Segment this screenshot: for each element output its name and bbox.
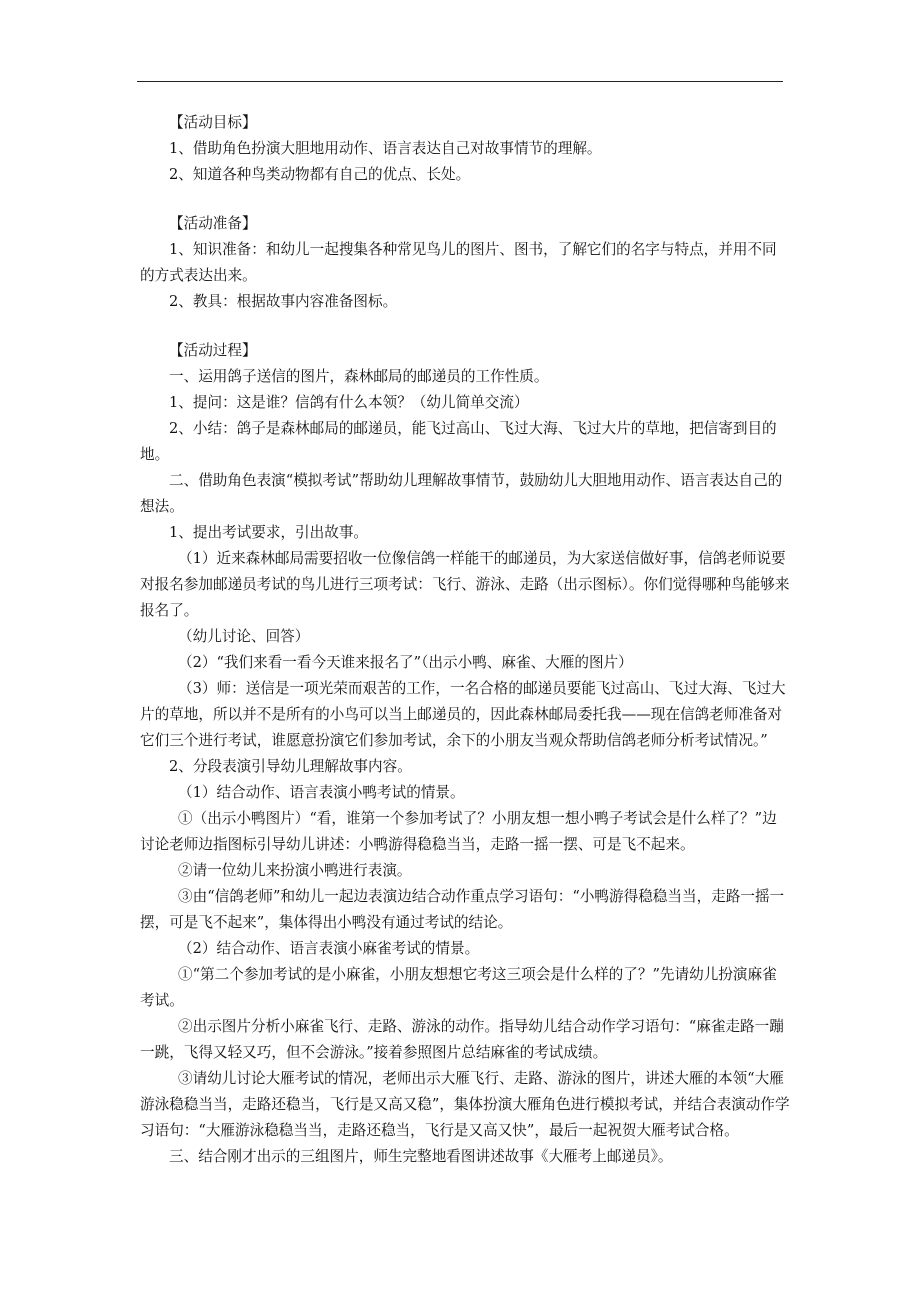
process-para: ②请一位幼儿来扮演小鸭进行表演。: [178, 862, 412, 879]
prep-item: 2、教具：根据故事内容准备图标。: [169, 293, 398, 310]
process-para: 一、运用鸽子送信的图片，森林邮局的邮递员的工作性质。: [169, 368, 549, 385]
prep-heading: 【活动准备】: [169, 215, 257, 232]
process-para: 三、结合刚才出示的三组图片，师生完整地看图讲述故事《大雁考上邮递员》。: [169, 1148, 673, 1165]
process-para: （1）结合动作、语言表演小鸭考试的情景。: [178, 784, 465, 801]
process-para: （1）近来森林邮局需要招收一位像信鸽一样能干的邮递员，为大家送信做好事，信鸽老师说要对报名参加邮递员考试的鸟儿进行三项考试：飞行、游泳、走路（出示图标）。你们觉得哪种鸟能够来报名了。: [140, 550, 790, 619]
process-para: 1、提问：这是谁？信鸽有什么本领？（幼儿简单交流）: [169, 394, 529, 411]
process-para: 2、分段表演引导幼儿理解故事内容。: [169, 758, 412, 775]
process-para: （2）结合动作、语言表演小麻雀考试的情景。: [178, 940, 480, 957]
process-para: （幼儿讨论、回答）: [178, 628, 310, 645]
process-para: 1、提出考试要求，引出故事。: [169, 524, 369, 541]
document-body: [140, 110, 790, 1170]
goal-item: 1、借助角色扮演大胆地用动作、语言表达自己对故事情节的理解。: [169, 140, 602, 157]
process-para: ①“第二个参加考试的是小麻雀，小朋友想想它考这三项会是什么样的了？”先请幼儿扮演麻雀考试。: [140, 966, 777, 1009]
process-para: （2）“我们来看一看今天谁来报名了”（出示小鸭、麻雀、大雁的图片）: [178, 654, 633, 671]
header-rule: [137, 81, 783, 82]
process-para: ③请幼儿讨论大雁考试的情况，老师出示大雁飞行、走路、游泳的图片，讲述大雁的本领“大雁游泳稳稳当当，走路还稳当，飞行是又高又稳”，集体扮演大雁角色进行模拟考试，并结合表演动作学习语句：“大雁游泳稳稳当当，走路还稳当，飞行是又高又快”，最后一起祝贺大雁考试合格。: [140, 1070, 790, 1139]
goals-heading: 【活动目标】: [169, 114, 257, 131]
process-heading: 【活动过程】: [169, 342, 257, 359]
process-para: ①（出示小鸭图片）“看，谁第一个参加考试了？小朋友想一想小鸭子考试会是什么样了？”边讨论老师边指图标引导幼儿讲述：小鸭游得稳稳当当，走路一摇一摆、可是飞不起来。: [140, 810, 777, 853]
process-para: ③由“信鸽老师”和幼儿一起边表演边结合动作重点学习语句：“小鸭游得稳稳当当，走路一摇一摆，可是飞不起来”，集体得出小鸭没有通过考试的结论。: [140, 888, 785, 931]
process-para: （3）师：送信是一项光荣而艰苦的工作，一名合格的邮递员要能飞过高山、飞过大海、飞过大片的草地，所以并不是所有的小鸟可以当上邮递员的，因此森林邮局委托我——现在信鸽老师准备对它们三个进行考试，谁愿意扮演它们参加考试，余下的小朋友当观众帮助信鸽老师分析考试情况。”: [140, 680, 786, 749]
prep-item: 1、知识准备：和幼儿一起搜集各种常见鸟儿的图片、图书，了解它们的名字与特点，并用不同的方式表达出来。: [140, 241, 777, 284]
process-para: 2、小结：鸽子是森林邮局的邮递员，能飞过高山、飞过大海、飞过大片的草地，把信寄到目的地。: [140, 420, 777, 463]
process-para: 二、借助角色表演“模拟考试”帮助幼儿理解故事情节，鼓励幼儿大胆地用动作、语言表达自己的想法。: [140, 472, 783, 515]
process-para: ②出示图片分析小麻雀飞行、走路、游泳的动作。指导幼儿结合动作学习语句：“麻雀走路一蹦一跳，飞得又轻又巧，但不会游泳。”接着参照图片总结麻雀的考试成绩。: [140, 1018, 784, 1061]
goal-item: 2、知道各种鸟类动物都有自己的优点、长处。: [169, 166, 471, 183]
